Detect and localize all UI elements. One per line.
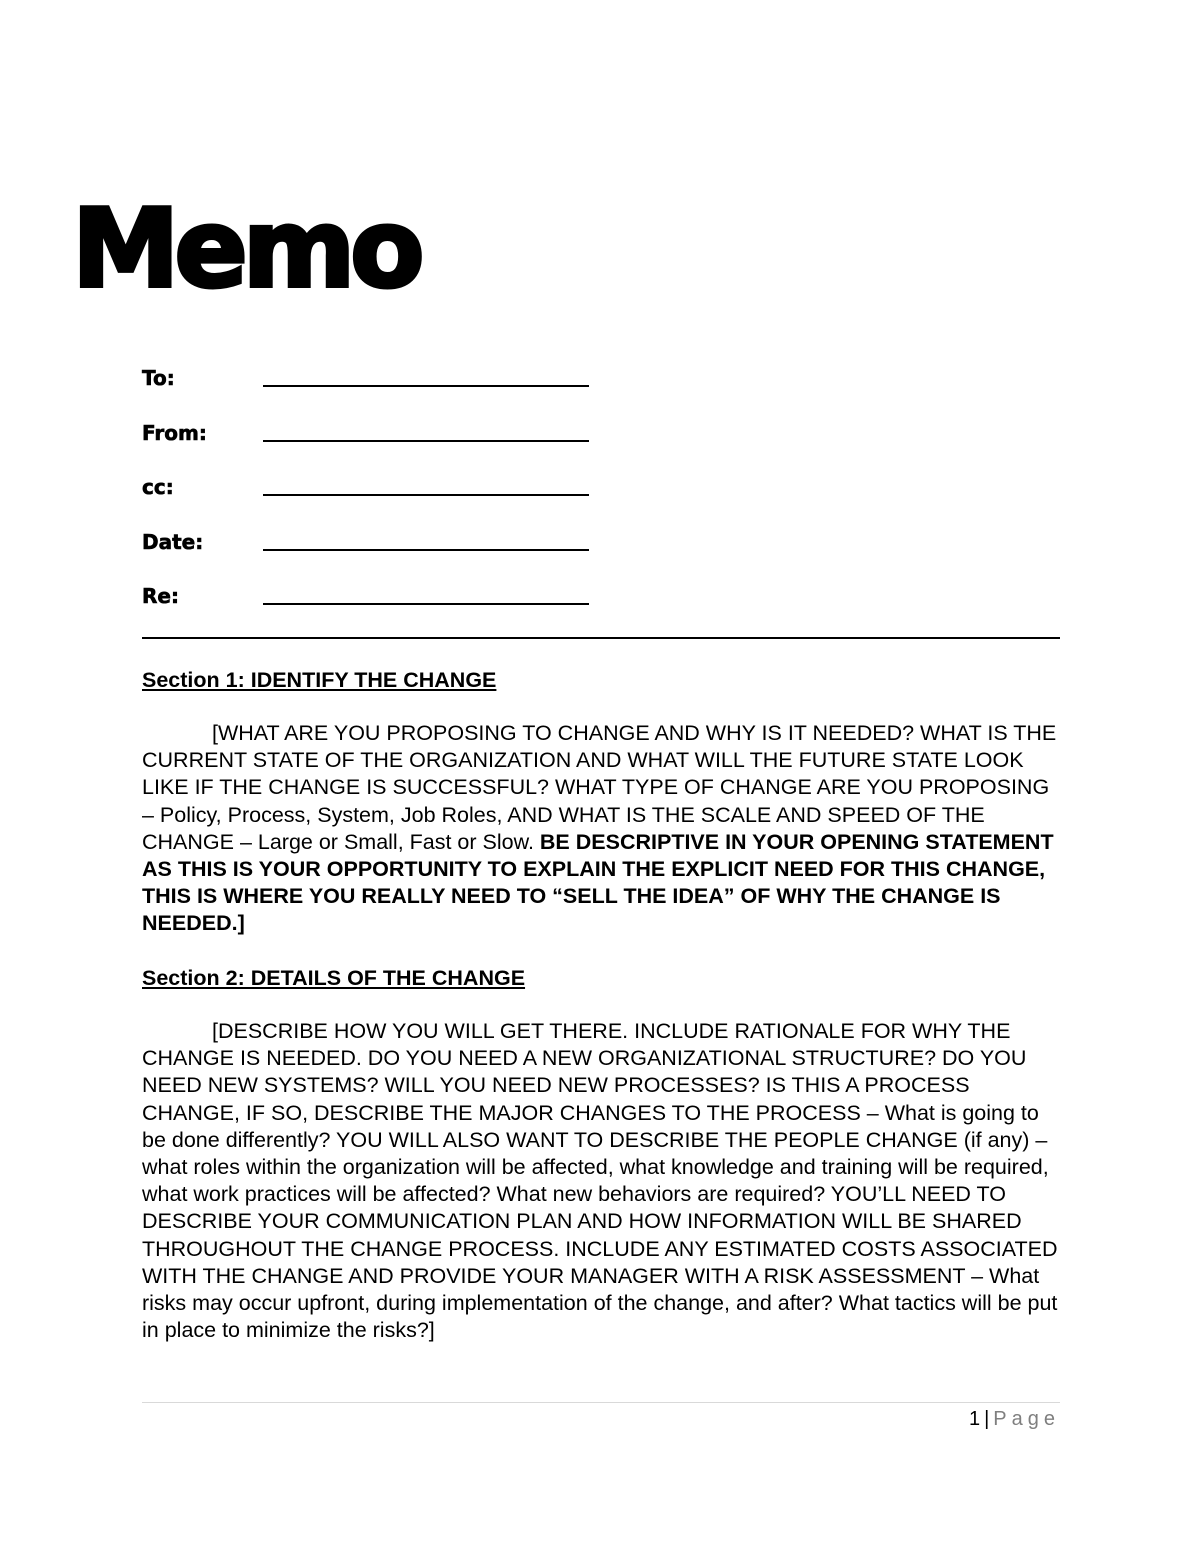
footer-separator: | [984,1408,990,1430]
field-label-re: Re: [142,584,179,608]
section-1-heading: Section 1: IDENTIFY THE CHANGE [142,668,497,692]
field-blank-to [263,385,589,387]
header-divider [142,637,1060,639]
page-number: 1 [968,1408,981,1430]
section-2-body-text: [DESCRIBE HOW YOU WILL GET THERE. INCLUDE RATIONALE FOR WHY THE CHANGE IS NEEDED. DO YOU NEED A NEW ORGANIZATIONAL STRUCTURE? DO YOU NEED NEW SYSTEMS? WILL YOU NEED NEW PROCESSES? IS THIS A PROCESS CHANGE, IF SO, DESCRIBE THE MAJOR CHANGES TO THE PROCESS – What is going to be done differently? YOU WILL ALSO WANT TO DESCRIBE THE PEOPLE CHANGE (if any) – what roles within the organization will be affected, what knowledge and training will be required, what work practices will be affected? What new behaviors are required? YOU’LL NEED TO DESCRIBE YOUR COMMUNICATION PLAN AND HOW INFORMATION WILL BE SHARED THROUGHOUT THE CHANGE PROCESS. INCLUDE ANY ESTIMATED COSTS ASSOCIATED WITH THE CHANGE AND PROVIDE YOUR MANAGER WITH A RISK ASSESSMENT – What risks may occur upfront, during implementation of the change, and after? What tactics will be put in place to minimize the risks?] [142,1019,1058,1343]
field-to [142,364,742,419]
footer-rule [142,1402,1060,1403]
field-from [142,419,742,474]
memo-header-fields [142,364,742,637]
section-2-heading: Section 2: DETAILS OF THE CHANGE [142,966,526,990]
field-blank-cc [263,494,589,496]
field-re [142,582,742,637]
memo-title: Memo [72,187,420,312]
field-label-from: From: [142,420,207,445]
section-2-body [142,1018,1060,1344]
section-1-body-text: [WHAT ARE YOU PROPOSING TO CHANGE AND WHY IS IT NEEDED? WHAT IS THE CURRENT STATE OF THE ORGANIZATION AND WHAT WILL THE FUTURE STATE LOOK LIKE IF THE CHANGE IS SUCCESSFUL? WHAT TYPE OF CHANGE ARE YOU PROPOSING – Policy, Process, System, Job Roles, AND WHAT IS THE SCALE AND SPEED OF THE CHANGE – Large or Small, Fast or Slow. [142,721,1057,854]
field-label-cc: cc: [142,475,174,499]
field-blank-date [263,549,589,551]
section-1 [142,667,1060,938]
field-date [142,528,742,583]
field-label-to: To: [142,366,175,390]
field-cc [142,473,742,528]
section-2 [142,965,1060,1344]
section-1-body-emphasis: BE DESCRIPTIVE IN YOUR OPENING STATEMENT AS THIS IS YOUR OPPORTUNITY TO EXPLAIN THE EXPLICIT NEED FOR THIS CHANGE, THIS IS WHERE YOU REALLY NEED TO “SELL THE IDEA” OF WHY THE CHANGE IS NEEDED.] [142,829,1054,936]
field-label-date: Date: [142,529,204,554]
field-blank-from [263,440,589,442]
page-word: Page [993,1408,1060,1430]
section-1-body [142,720,1060,938]
page-footer [969,1406,1060,1432]
field-blank-re [263,603,589,605]
